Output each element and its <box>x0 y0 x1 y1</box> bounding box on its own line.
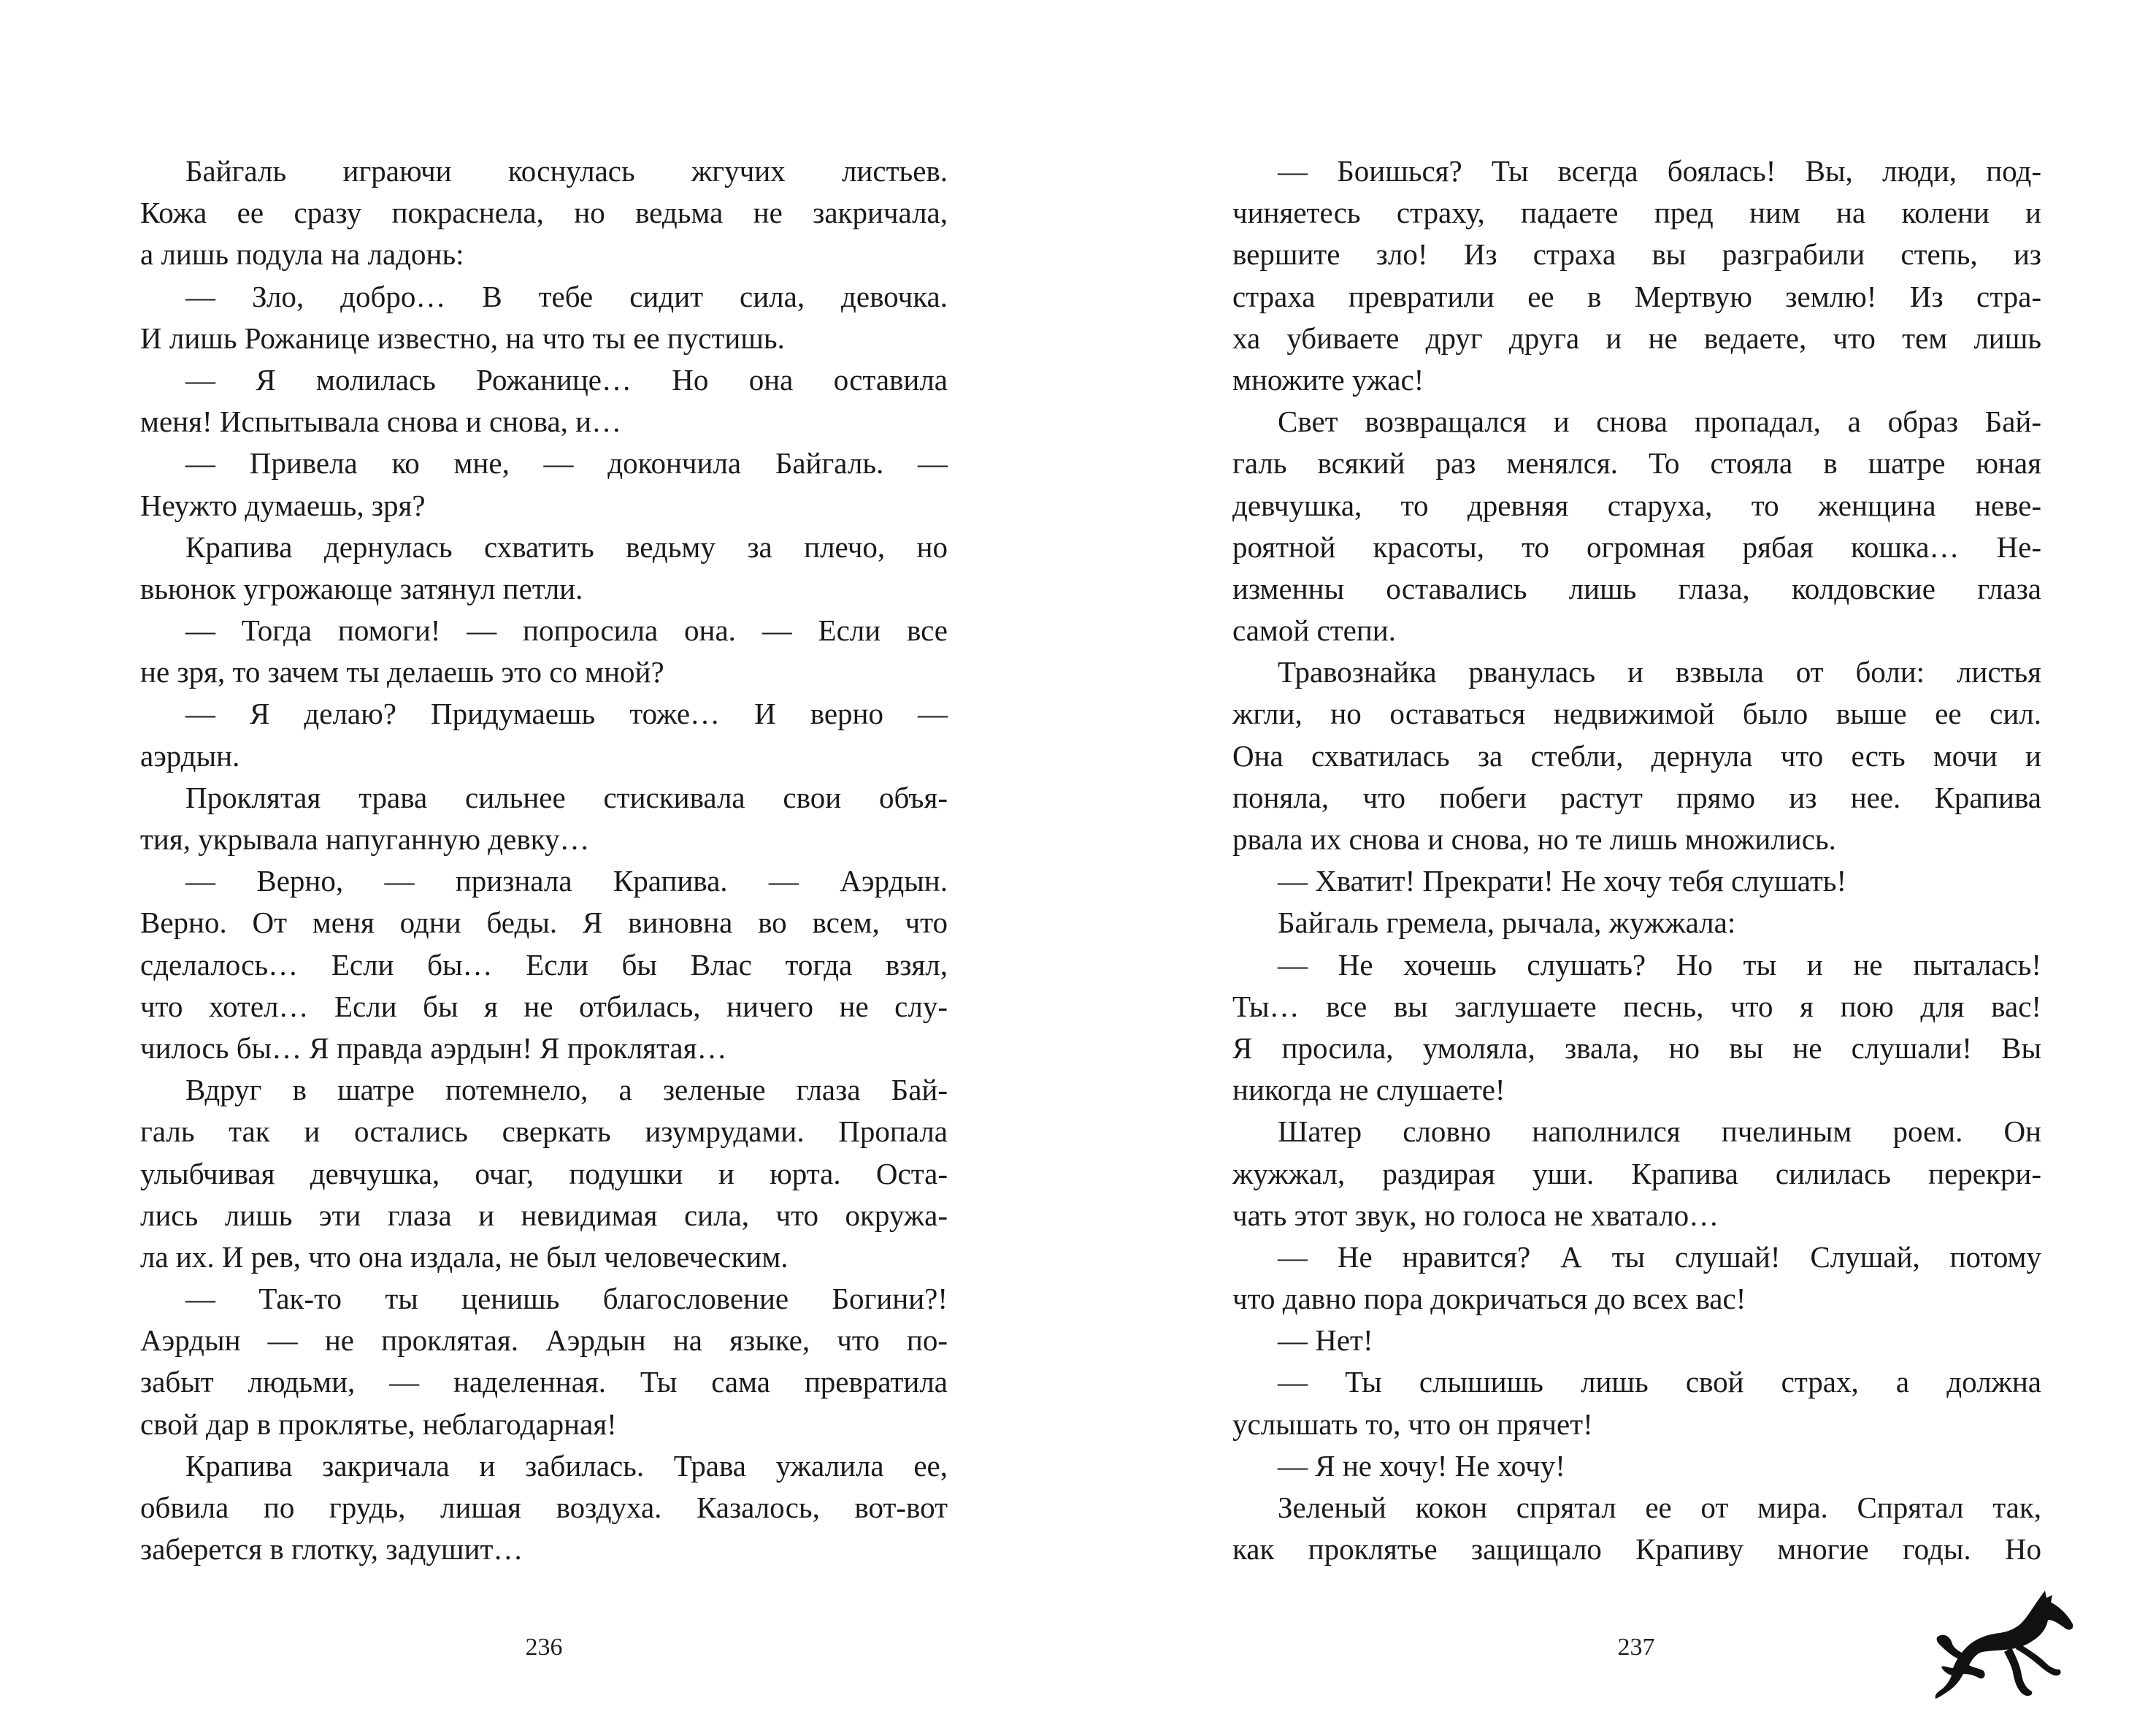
text-line: а лишь подула на ладонь: <box>140 237 464 272</box>
text-line: галь так и остались сверкать изумрудами. Пропала <box>140 1114 948 1149</box>
text-line: вьюнок угрожающе затянул петли. <box>140 571 583 605</box>
text-line: как проклятье защищало Крапиву многие годы. Но <box>1232 1532 2041 1567</box>
text-line: изменны оставались лишь глаза, колдовские глаза <box>1232 571 2041 605</box>
text-line: — Не хочешь слушать? Но ты и не пыталась! <box>1278 947 2041 982</box>
text-line: не зря, то зачем ты делаешь это со мной? <box>140 655 664 689</box>
text-line: — Так-то ты ценишь благословение Богини?! <box>185 1282 948 1316</box>
text-line: Байгаль гремела, рычала, жужжала: <box>1278 906 1736 940</box>
text-line: роятной красоты, то огромная рябая кошка… Не- <box>1232 529 2041 564</box>
text-line: Кожа ее сразу покраснела, но ведьма не закричала, <box>140 196 948 230</box>
left-page-text <box>140 150 948 1570</box>
text-line: самой степи. <box>1232 613 1396 648</box>
text-line: — Не нравится? А ты слушай! Слушай, потому <box>1278 1239 2041 1274</box>
text-line: рвала их снова и снова, но те лишь множились. <box>1232 822 1836 856</box>
text-line: меня! Испытывала снова и снова, и… <box>140 405 622 439</box>
text-line: Вдруг в шатре потемнело, а зеленые глаза Бай- <box>185 1073 948 1107</box>
text-line: чилось бы… Я правда аэрдын! Я проклятая… <box>140 1030 727 1065</box>
text-line: Байгаль играючи коснулась жгучих листьев. <box>185 154 948 188</box>
text-line: — Тогда помоги! — попросила она. — Если все <box>185 613 948 648</box>
text-line: сделалось… Если бы… Если бы Влас тогда взял, <box>140 947 948 982</box>
text-line: Неужто думаешь, зря? <box>140 488 426 522</box>
text-line: — Зло, добро… В тебе сидит сила, девочка. <box>185 279 948 313</box>
text-line: Аэрдын — не проклятая. Аэрдын на языке, что по- <box>140 1323 948 1358</box>
text-line: вершите зло! Из страха вы разграбили степь, из <box>1232 237 2041 272</box>
horse-silhouette-icon <box>1931 1589 2077 1706</box>
text-line: что хотел… Если бы я не отбилась, ничего не слу- <box>140 989 948 1023</box>
text-line: улыбчивая девчушка, очаг, подушки и юрта. Оста- <box>140 1156 948 1190</box>
text-line: — Верно, — признала Крапива. — Аэрдын. <box>185 864 948 898</box>
text-line: чать этот звук, но голоса не хватало… <box>1232 1198 1719 1232</box>
text-line: Она схватилась за стебли, дернула что есть мочи и <box>1232 738 2041 773</box>
text-line: страха превратили ее в Мертвую землю! Из стра- <box>1232 279 2041 313</box>
text-line: аэрдын. <box>140 738 240 773</box>
text-line: Травознайка рванулась и взвыла от боли: листья <box>1278 655 2041 689</box>
text-line: свой дар в проклятье, неблагодарная! <box>140 1407 617 1441</box>
right-page-text <box>1232 150 2041 1570</box>
text-line: Ты… все вы заглушаете песнь, что я пою для вас! <box>1232 989 2041 1023</box>
text-line: Свет возвращался и снова пропадал, а образ Бай- <box>1278 405 2041 439</box>
text-line: чиняетесь страху, падаете пред ним на колени и <box>1232 196 2041 230</box>
right-page-number: 237 <box>1617 1634 1655 1661</box>
text-line: жужжал, раздирая уши. Крапива силилась перекри- <box>1232 1156 2041 1190</box>
text-line: забыт людьми, — наделенная. Ты сама превратила <box>140 1365 948 1399</box>
text-line: девчушка, то древняя старуха, то женщина неве- <box>1232 488 2041 522</box>
text-line: ла их. И рев, что она издала, не был человеческим. <box>140 1239 789 1274</box>
left-page-number: 236 <box>525 1634 563 1661</box>
text-line: — Я делаю? Придумаешь тоже… И верно — <box>185 697 948 731</box>
text-line: — Я не хочу! Не хочу! <box>1278 1448 1565 1483</box>
text-line: Шатер словно наполнился пчелиным роем. Он <box>1278 1114 2041 1149</box>
text-line: обвила по грудь, лишая воздуха. Казалось, вот-вот <box>140 1491 948 1524</box>
text-line: — Хватит! Прекрати! Не хочу тебя слушать! <box>1278 864 1847 898</box>
text-line: И лишь Рожанице известно, на что ты ее пустишь. <box>140 321 785 355</box>
text-line: Верно. От меня одни беды. Я виновна во всем, что <box>140 906 948 940</box>
text-line: — Нет! <box>1278 1323 1373 1358</box>
text-line: никогда не слушаете! <box>1232 1073 1505 1107</box>
text-line: — Привела ко мне, — докончила Байгаль. — <box>185 446 948 481</box>
text-line: Проклятая трава сильнее стискивала свои объя- <box>185 780 948 814</box>
text-line: — Боишься? Ты всегда боялась! Вы, люди, под- <box>1278 154 2041 188</box>
right-page <box>1078 0 2156 1725</box>
text-line: что давно пора докричаться до всех вас! <box>1232 1282 1746 1316</box>
text-line: заберется в глотку, задушит… <box>140 1532 523 1567</box>
text-line: ха убиваете друг друга и не ведаете, что тем лишь <box>1232 321 2041 355</box>
text-line: услышать то, что он прячет! <box>1232 1407 1593 1441</box>
text-line: Зеленый кокон спрятал ее от мира. Спрятал так, <box>1278 1491 2041 1524</box>
text-line: галь всякий раз менялся. То стояла в шатре юная <box>1232 446 2041 481</box>
text-line: тия, укрывала напуганную девку… <box>140 822 590 856</box>
text-line: лись лишь эти глаза и невидимая сила, что окружа- <box>140 1198 948 1232</box>
text-line: Крапива закричала и забилась. Трава ужалила ее, <box>185 1448 948 1483</box>
text-line: — Я молилась Рожанице… Но она оставила <box>185 362 948 397</box>
text-line: множите ужас! <box>1232 362 1424 397</box>
text-line: поняла, что побеги растут прямо из нее. Крапива <box>1232 780 2041 814</box>
text-line: Крапива дернулась схватить ведьму за плечо, но <box>185 529 948 564</box>
text-line: жгли, но оставаться недвижимой было выше ее сил. <box>1232 697 2041 731</box>
text-line: Я просила, умоляла, звала, но вы не слушали! Вы <box>1232 1030 2041 1065</box>
text-line: — Ты слышишь лишь свой страх, а должна <box>1278 1365 2041 1399</box>
